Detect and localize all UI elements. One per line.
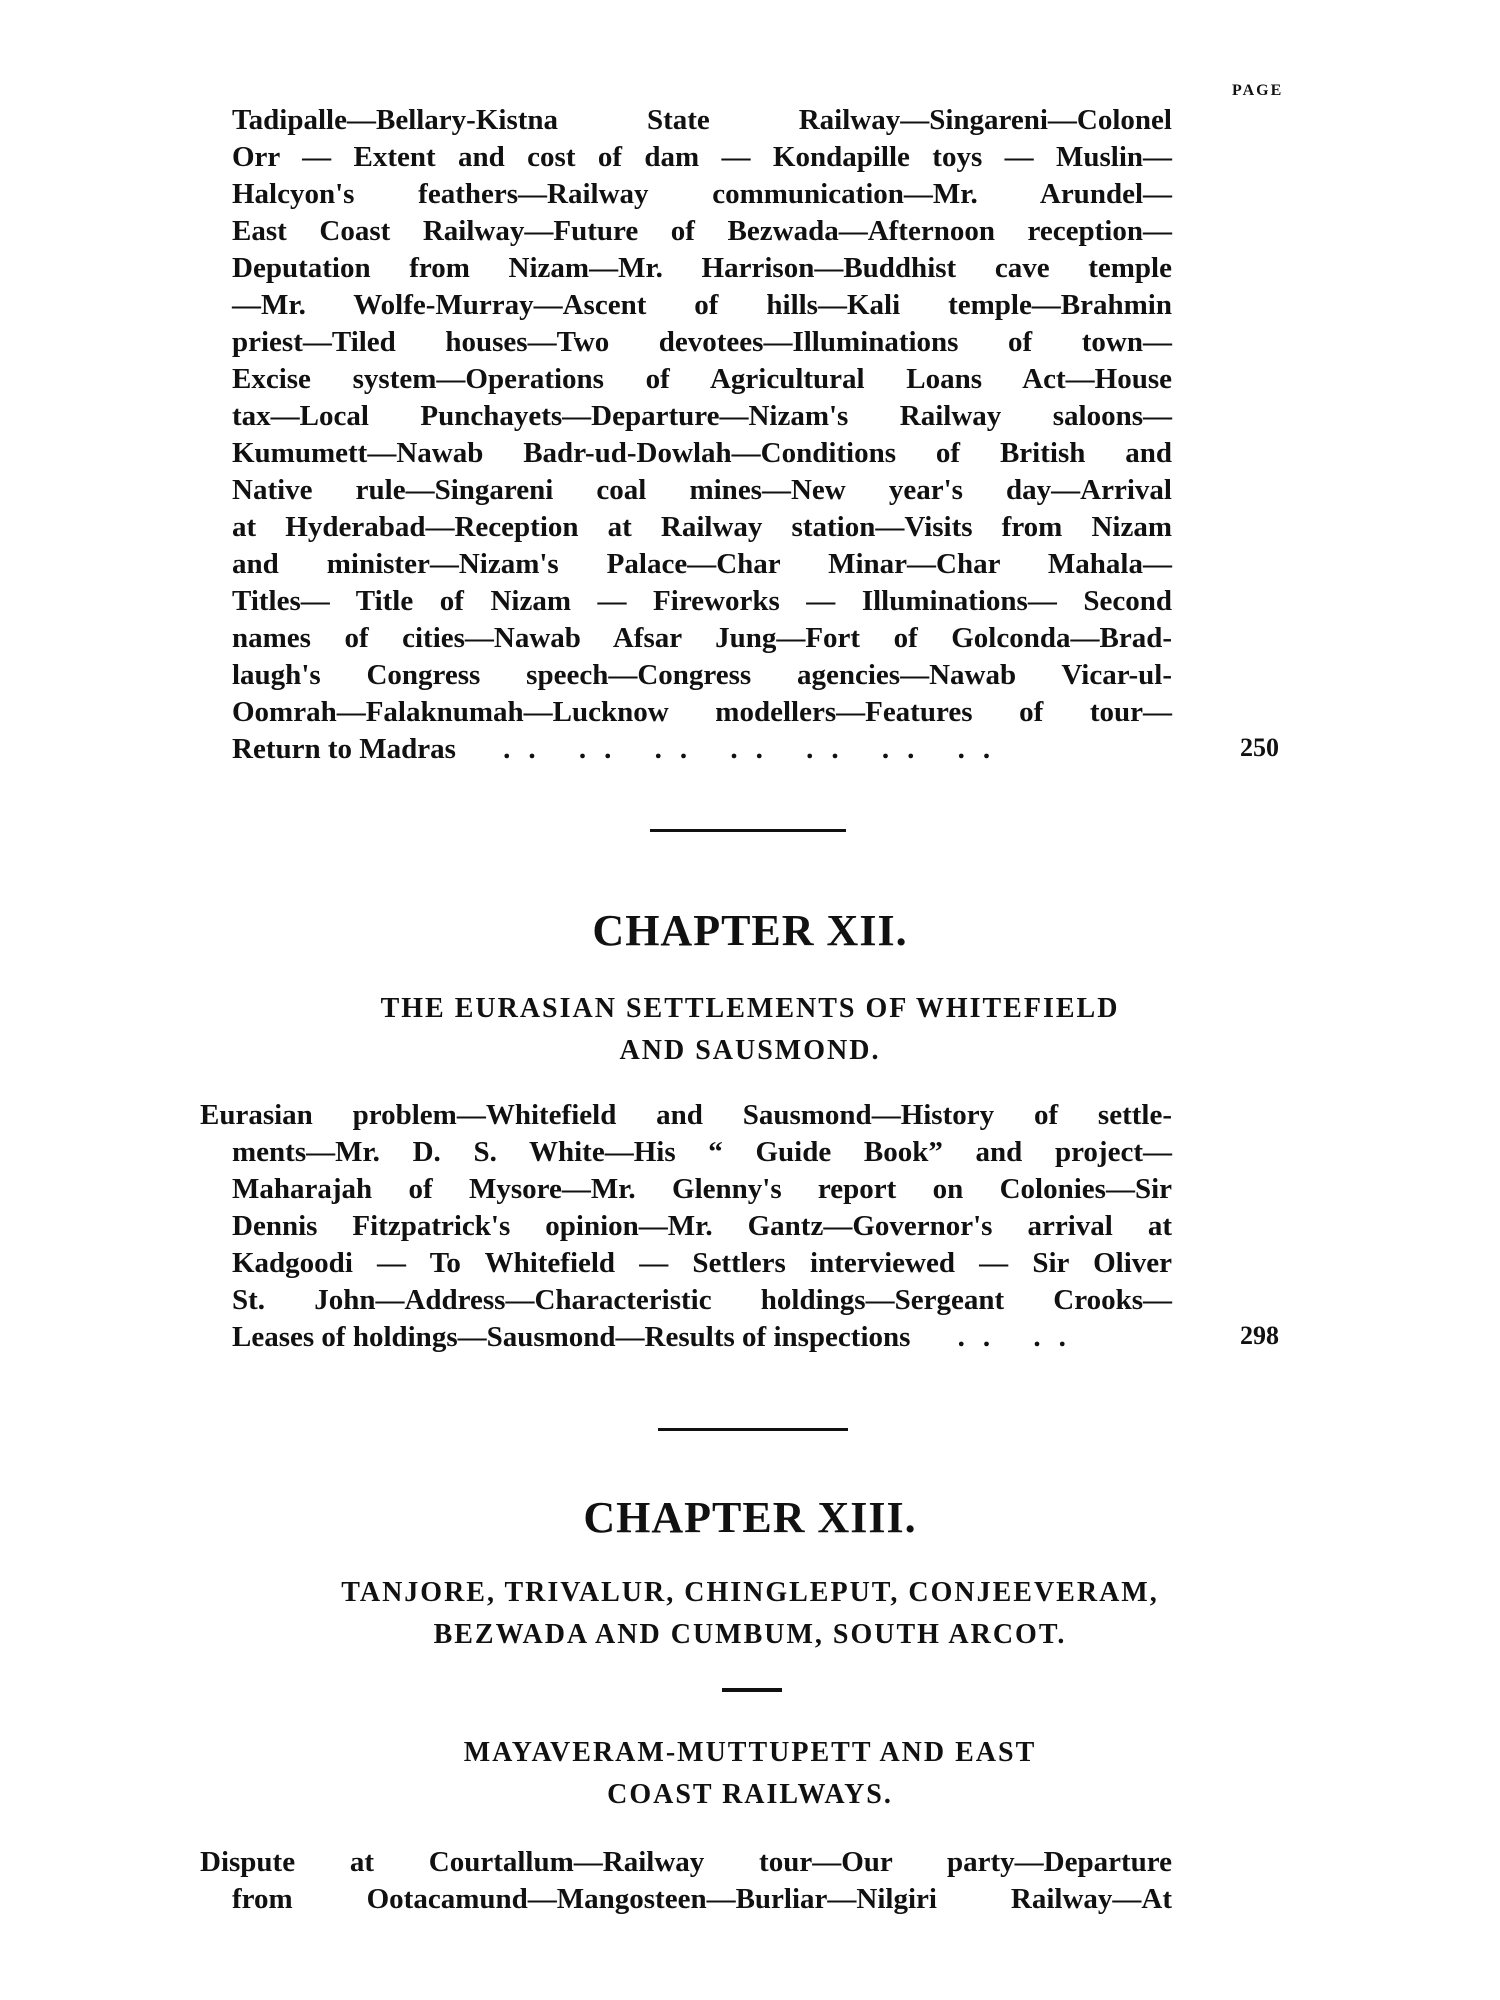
summary-line: Oomrah—Falaknumah—Lucknow modellers—Features of tour— [232,696,1172,728]
summary-line-text: Leases of holdings—Sausmond—Results of inspections [232,1321,911,1353]
summary-line: Tadipalle—Bellary-Kistna State Railway—Singareni—Colonel [232,104,1172,136]
leader-dots: .. .. .. .. .. .. .. [503,733,1009,765]
chapter-subtitle: TANJORE, TRIVALUR, CHINGLEPUT, CONJEEVERAM, [341,1577,1159,1608]
chapter-title: CHAPTER XIII. [583,1493,917,1542]
summary-line-text: Return to Madras [232,733,456,765]
summary-line: Dispute at Courtallum—Railway tour—Our party—Departure [200,1846,1172,1878]
page-column-label: PAGE [1232,82,1284,99]
summary-line-last [232,731,1172,768]
divider [658,1428,848,1431]
summary-line: Deputation from Nizam—Mr. Harrison—Buddhist cave temple [232,252,1172,284]
summary-line: and minister—Nizam's Palace—Char Minar—Char Mahala— [232,548,1172,580]
divider [650,829,846,832]
section-heading: MAYAVERAM-MUTTUPETT AND EAST [463,1737,1037,1768]
summary-line: names of cities—Nawab Afsar Jung—Fort of Golconda—Brad- [232,622,1172,654]
section-heading: COAST RAILWAYS. [607,1779,893,1810]
page-number: 250 [1240,733,1279,762]
short-divider [722,1688,782,1692]
chapter-title: CHAPTER XII. [592,906,908,955]
summary-line: laugh's Congress speech—Congress agencies—Nawab Vicar-ul- [232,659,1172,691]
summary-line: priest—Tiled houses—Two devotees—Illuminations of town— [232,326,1172,358]
chapter-subtitle: AND SAUSMOND. [619,1035,881,1066]
summary-line: Titles— Title of Nizam — Fireworks — Illuminations— Second [232,585,1172,617]
leader-dots: .. .. [957,1321,1084,1353]
chapter-subtitle: BEZWADA AND CUMBUM, SOUTH ARCOT. [433,1619,1067,1650]
summary-line: at Hyderabad—Reception at Railway station—Visits from Nizam [232,511,1172,543]
summary-line: Halcyon's feathers—Railway communication—Mr. Arundel— [232,178,1172,210]
summary-line: tax—Local Punchayets—Departure—Nizam's Railway saloons— [232,400,1172,432]
summary-line: —Mr. Wolfe-Murray—Ascent of hills—Kali temple—Brahmin [232,289,1172,321]
summary-line: from Ootacamund—Mangosteen—Burliar—Nilgiri Railway—At [232,1883,1172,1915]
page-number: 298 [1240,1321,1279,1350]
summary-line: Maharajah of Mysore—Mr. Glenny's report on Colonies—Sir [232,1173,1172,1205]
summary-line: Orr — Extent and cost of dam — Kondapille toys — Muslin— [232,141,1172,173]
chapter-subtitle: THE EURASIAN SETTLEMENTS OF WHITEFIELD [380,993,1120,1024]
summary-line-last [232,1319,1172,1356]
summary-line: Excise system—Operations of Agricultural Loans Act—House [232,363,1172,395]
summary-line: Native rule—Singareni coal mines—New year's day—Arrival [232,474,1172,506]
summary-line: ments—Mr. D. S. White—His “ Guide Book” and project— [232,1136,1172,1168]
summary-line: Dennis Fitzpatrick's opinion—Mr. Gantz—Governor's arrival at [232,1210,1172,1242]
summary-line: Eurasian problem—Whitefield and Sausmond—History of settle- [200,1099,1172,1131]
summary-line: East Coast Railway—Future of Bezwada—Afternoon reception— [232,215,1172,247]
summary-line: Kumumett—Nawab Badr-ud-Dowlah—Conditions of British and [232,437,1172,469]
summary-line: St. John—Address—Characteristic holdings—Sergeant Crooks— [232,1284,1172,1316]
summary-line: Kadgoodi — To Whitefield — Settlers interviewed — Sir Oliver [232,1247,1172,1279]
